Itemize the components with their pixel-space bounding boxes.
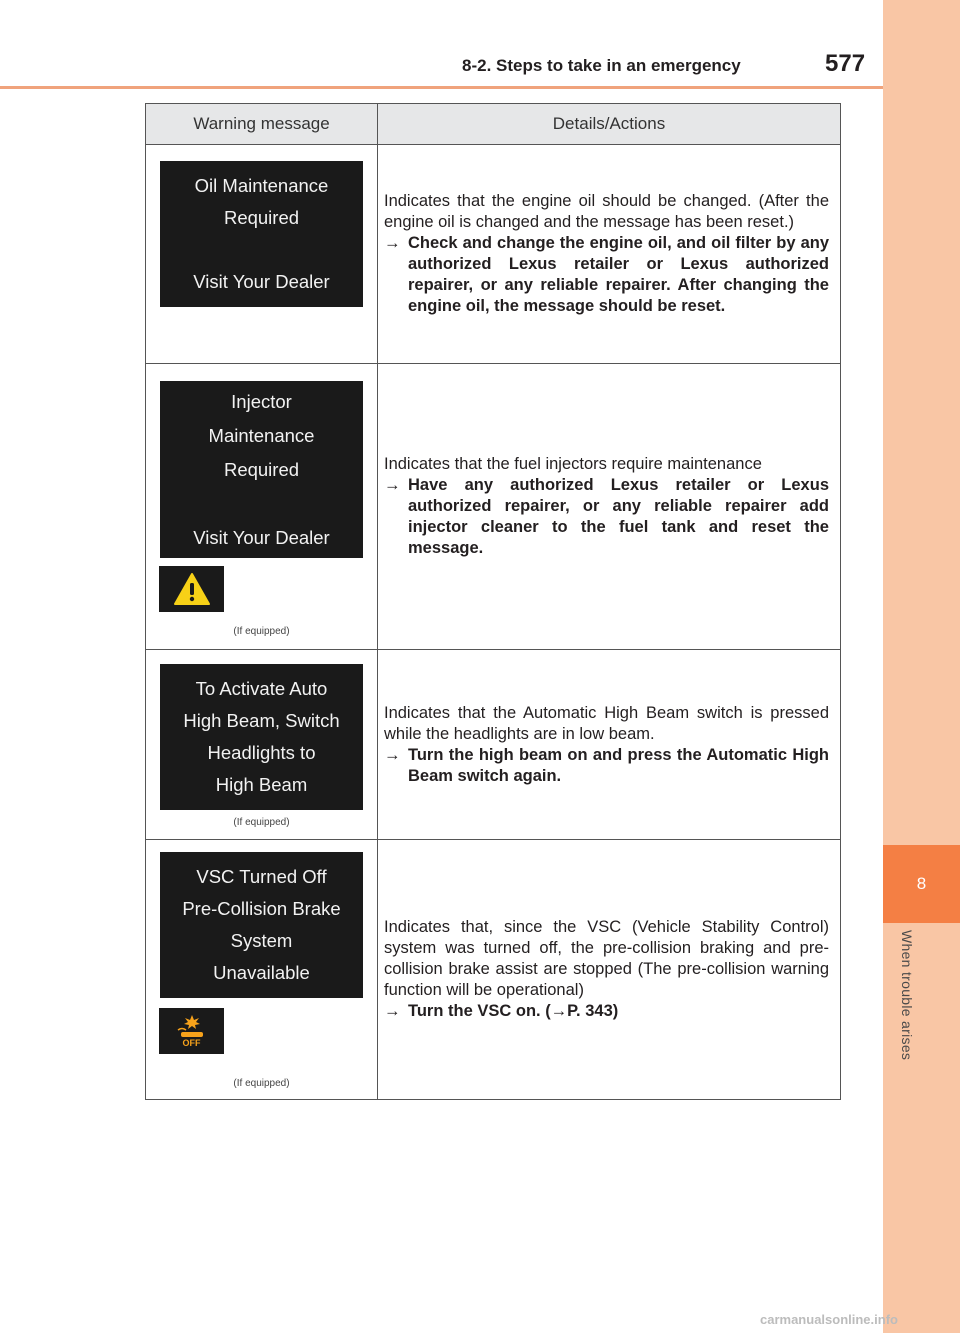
action-label: Have any authorized Lexus retailer or Lexus authorized repairer, or any reliable repairer add injector cleaner to the fuel tank and reset the message. bbox=[408, 476, 829, 557]
display-screen bbox=[160, 161, 363, 307]
warning-image-cell bbox=[146, 840, 378, 1100]
screen-line: Maintenance bbox=[208, 424, 315, 446]
col-details-actions: Details/Actions bbox=[378, 104, 841, 145]
action-text bbox=[384, 233, 829, 317]
page-number: 577 bbox=[825, 50, 866, 77]
screen-line: Pre-Collision Brake bbox=[182, 898, 341, 919]
table-row bbox=[146, 650, 841, 840]
screen-line: To Activate Auto bbox=[195, 678, 328, 699]
display-screen bbox=[160, 664, 363, 810]
details-cell bbox=[378, 650, 841, 840]
warning-image-cell bbox=[146, 145, 378, 364]
if-equipped-note: (If equipped) bbox=[233, 1078, 290, 1089]
screen-line: Required bbox=[223, 207, 300, 228]
arrow-icon: → bbox=[384, 476, 401, 494]
arrow-icon: → bbox=[384, 1002, 401, 1020]
warning-table bbox=[145, 103, 841, 1100]
warning-image-cell bbox=[146, 364, 378, 650]
action-text bbox=[384, 475, 829, 559]
master-warning-indicator bbox=[159, 566, 224, 612]
screen-line: Injector bbox=[231, 390, 292, 412]
description-text: Indicates that, since the VSC (Vehicle Stability Control) system was turned off, the pre-collision braking and pre-collision brake assist are stopped (The pre-collision warning function will be operational) bbox=[384, 918, 829, 999]
warning-image-cell bbox=[146, 650, 378, 840]
action-label: Turn the VSC on. (→P. 343) bbox=[408, 1002, 619, 1020]
table-row bbox=[146, 364, 841, 650]
action-label: Check and change the engine oil, and oil filter by any authorized Lexus retailer or Lexus authorized repairer, or any reliable repairer. After changing the engine oil, the message should be reset. bbox=[408, 234, 829, 315]
description-text: Indicates that the Automatic High Beam switch is pressed while the headlights are in low beam. bbox=[384, 703, 829, 743]
description-text: Indicates that the fuel injectors require maintenance bbox=[384, 455, 762, 473]
pcs-indicator bbox=[159, 1008, 224, 1054]
action-text bbox=[384, 745, 829, 787]
screen-line: Required bbox=[223, 458, 300, 480]
if-equipped-note: (If equipped) bbox=[233, 626, 290, 637]
screen-line: Oil Maintenance bbox=[194, 175, 329, 196]
arrow-icon: → bbox=[384, 745, 401, 764]
col-warning-message: Warning message bbox=[146, 104, 378, 145]
arrow-icon: → bbox=[384, 234, 401, 252]
screen-line: High Beam bbox=[215, 774, 308, 795]
screen-line: VSC Turned Off bbox=[196, 866, 327, 887]
screen-line: Visit Your Dealer bbox=[193, 271, 330, 292]
header-rule bbox=[0, 86, 883, 89]
chapter-tab[interactable] bbox=[883, 845, 960, 923]
watermark: carmanualsonline.info bbox=[760, 1312, 898, 1327]
screen-line: Unavailable bbox=[213, 962, 310, 983]
if-equipped-note: (If equipped) bbox=[233, 817, 290, 828]
action-label: Turn the high beam on and press the Automatic High Beam switch again. bbox=[408, 745, 829, 785]
pcs-off-icon bbox=[172, 1014, 212, 1038]
details-cell bbox=[378, 145, 841, 364]
screen-line: System bbox=[230, 930, 293, 951]
screen-line: Headlights to bbox=[207, 742, 316, 763]
warning-triangle-icon bbox=[173, 572, 211, 606]
display-screen bbox=[160, 852, 363, 998]
section-title: 8-2. Steps to take in an emergency bbox=[462, 56, 741, 75]
table-row bbox=[146, 840, 841, 1100]
off-label: OFF bbox=[182, 1038, 201, 1048]
table-row bbox=[146, 145, 841, 364]
screen-line: Visit Your Dealer bbox=[193, 526, 330, 548]
display-screen bbox=[160, 381, 363, 558]
sidebar-strip bbox=[883, 0, 960, 1333]
description-text: Indicates that the engine oil should be changed. (After the engine oil is changed and the message has been reset.) bbox=[384, 192, 829, 231]
details-cell bbox=[378, 840, 841, 1100]
chapter-number: 8 bbox=[916, 874, 927, 893]
screen-line: High Beam, Switch bbox=[183, 710, 340, 731]
table-header-row bbox=[146, 104, 841, 145]
action-text bbox=[384, 1001, 829, 1022]
details-cell bbox=[378, 364, 841, 650]
chapter-title: When trouble arises bbox=[899, 930, 915, 1061]
